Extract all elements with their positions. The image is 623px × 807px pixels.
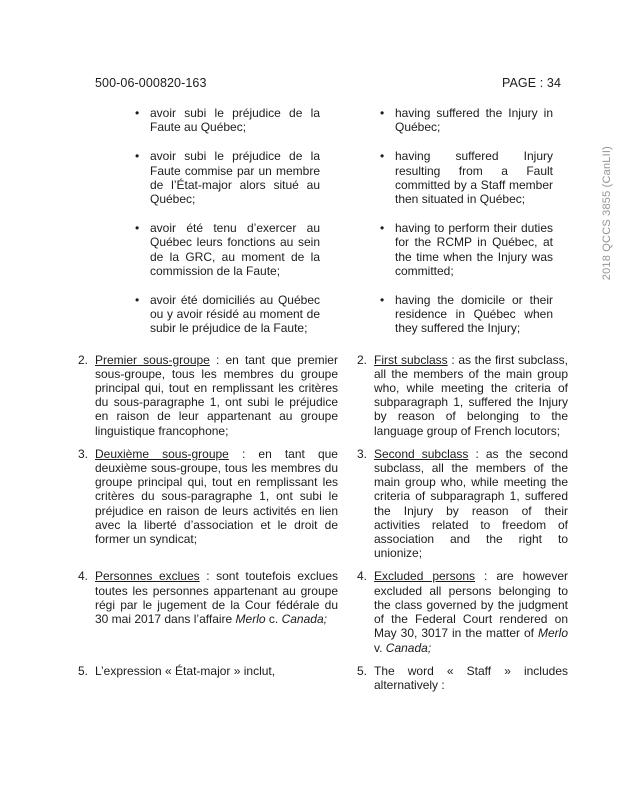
numbered-paragraph	[357, 664, 568, 692]
english-bullet-list	[357, 106, 568, 344]
french-bullet-list	[78, 106, 338, 344]
item-text: Excluded persons : are however excluded all persons belonging to the class governed by the judgment of the Federal Court rendered on May 30, 3017 in the matter of Merlo v. Canada;	[374, 569, 568, 655]
text-run: The word « Staff » includes alternatively :	[374, 663, 568, 692]
english-item-2	[357, 353, 568, 438]
text-run: as the second subclass, all the members of the main group who, while meeting the criteria of subparagraph 1, suffered the Injury by reason of their activities related to freedom of association and the right to unionize;	[374, 446, 568, 561]
text-run: L’expression « État-major » inclut,	[95, 663, 276, 678]
bullet-item	[380, 221, 553, 278]
case-name-italic: Canada;	[385, 640, 432, 655]
bullet-icon: •	[135, 149, 140, 164]
canlii-citation-watermark: 2018 QCCS 3855 (CanLII)	[601, 146, 613, 281]
item-heading-underlined: Personnes exclues	[95, 569, 200, 584]
bullet-item	[135, 106, 320, 135]
item-heading-underlined: First subclass	[374, 352, 448, 367]
item-text: Deuxième sous-groupe : en tant que deuxième sous-groupe, tous les membres du groupe principal qui, tout en remplissant les critères du sous-paragraphe 1, ont subi le préjudice en raison de leurs activités en lien avec la liberté d’association et le droit de former un syndicat;	[95, 446, 338, 547]
item-number: 2.	[357, 352, 368, 367]
item-heading-underlined: Excluded persons	[374, 569, 476, 584]
bullet-item	[380, 106, 553, 135]
item-text: Premier sous-groupe : en tant que premier sous-groupe, tous les membres du groupe principal qui, tout en remplissant les critères du sous-paragraphe 1, ont subi le préjudice en raison de leur appartenant au groupe linguistique francophone;	[95, 352, 338, 438]
bullet-text: having suffered Injury resulting from a Fault committed by a Staff member then situated in Québec;	[395, 149, 553, 207]
numbered-paragraph	[78, 353, 338, 438]
bullet-list-group	[78, 106, 338, 336]
item-heading-underlined: Premier sous-groupe	[95, 352, 210, 367]
bullet-icon: •	[380, 149, 385, 164]
french-item-4	[78, 569, 338, 654]
english-item-4	[357, 569, 568, 654]
text-run: as the first subclass, all the members of the main group who, while meeting the criteria of subparagraph 1, suffered the Injury by reason of belonging to the language group of French locutors;	[374, 352, 568, 438]
item-text: Personnes exclues : sont toutefois exclues toutes les personnes appartenant au groupe régi par le jugement de la Cour fédérale du 30 mai 2017 dans l’affaire Merlo c. Canada;	[95, 569, 339, 627]
numbered-paragraph	[78, 447, 338, 546]
item-number: 4.	[78, 569, 89, 584]
numbered-paragraph	[78, 569, 338, 626]
item-text: First subclass : as the first subclass, all the members of the main group who, while meeting the criteria of subparagraph 1, suffered the Injury by reason of belonging to the language group of French locutors;	[374, 352, 568, 438]
bullet-icon: •	[135, 293, 140, 308]
bullet-text: avoir subi le préjudice de la Faute commise par un membre de l’État-major alors situé au Québec;	[150, 149, 320, 207]
item-number: 5.	[78, 663, 89, 678]
bullet-item	[135, 221, 320, 278]
french-item-3	[78, 447, 338, 561]
bullet-list-group	[357, 106, 568, 336]
item-heading-underlined: Deuxième sous-groupe	[95, 446, 229, 461]
numbered-paragraph	[357, 353, 568, 438]
bullet-text: having the domicile or their residence in Québec when they suffered the Injury;	[395, 293, 553, 336]
text-run: c.	[265, 612, 282, 627]
text-run: en tant que deuxième sous-groupe, tous les membres du groupe principal qui, tout en remplissant les critères du sous-paragraphe 1, ont subi le préjudice en raison de leurs activités en lien avec la liberté d’association et le droit de former un syndicat;	[95, 446, 338, 547]
bullet-item	[135, 293, 320, 336]
text-run: en tant que premier sous-groupe, tous les membres du groupe principal qui, tout en remplissant les critères du sous-paragraphe 1, ont subi le préjudice en raison de leur appartenant au groupe linguistique francophone;	[95, 352, 338, 438]
english-item-3	[357, 447, 568, 561]
item-text: Second subclass : as the second subclass, all the members of the main group who, while meeting the criteria of subparagraph 1, suffered the Injury by reason of their activities related to freedom of association and the right to unionize;	[374, 446, 568, 561]
text-run: v.	[374, 640, 386, 655]
text-run: are however excluded all persons belonging to the class governed by the judgment of the Federal Court rendered on May 30, 3017 in the matter of	[374, 569, 568, 641]
bullet-text: having suffered the Injury in Québec;	[395, 106, 553, 135]
bullet-item	[380, 293, 553, 336]
bullet-icon: •	[380, 293, 385, 308]
numbered-paragraph	[357, 569, 568, 654]
item-number: 2.	[78, 352, 89, 367]
bullet-item	[135, 149, 320, 207]
item-text	[95, 664, 275, 678]
french-item-2	[78, 353, 338, 438]
item-number: 4.	[357, 569, 368, 584]
page-number-label: PAGE : 34	[501, 76, 561, 90]
bullet-icon: •	[380, 221, 385, 236]
item-number: 5.	[357, 663, 368, 678]
bullet-text: having to perform their duties for the RCMP in Québec, at the time when the Injury was committed;	[395, 221, 553, 278]
docket-number: 500-06-000820-163	[95, 76, 207, 90]
bullet-text: avoir été domiciliés au Québec ou y avoir résidé au moment de subir le préjudice de la Faute;	[150, 293, 320, 336]
item-heading-underlined: Second subclass	[374, 446, 469, 461]
text-run: sont toutefois exclues toutes les personnes appartenant au groupe régi par le jugement de la Cour fédérale du 30 mai 2017 dans l’affaire	[95, 569, 339, 627]
bullet-icon: •	[135, 106, 140, 120]
bullet-icon: •	[135, 221, 140, 236]
item-number: 3.	[357, 446, 368, 461]
two-column-text	[78, 106, 568, 692]
bullet-text: avoir subi le préjudice de la Faute au Québec;	[150, 106, 320, 135]
numbered-paragraph	[357, 447, 568, 561]
bullet-text: avoir été tenu d’exercer au Québec leurs fonctions au sein de la GRC, au moment de la commission de la Faute;	[150, 221, 320, 278]
item-text	[374, 664, 568, 692]
english-item-5	[357, 664, 568, 692]
case-name-italic: Canada;	[281, 612, 327, 627]
case-name-italic: Merlo	[537, 626, 568, 641]
bullet-item	[380, 149, 553, 207]
case-name-italic: Merlo	[235, 612, 266, 627]
numbered-paragraph	[78, 664, 338, 678]
bullet-icon: •	[380, 106, 385, 120]
french-item-5	[78, 664, 338, 692]
item-number: 3.	[78, 446, 89, 461]
